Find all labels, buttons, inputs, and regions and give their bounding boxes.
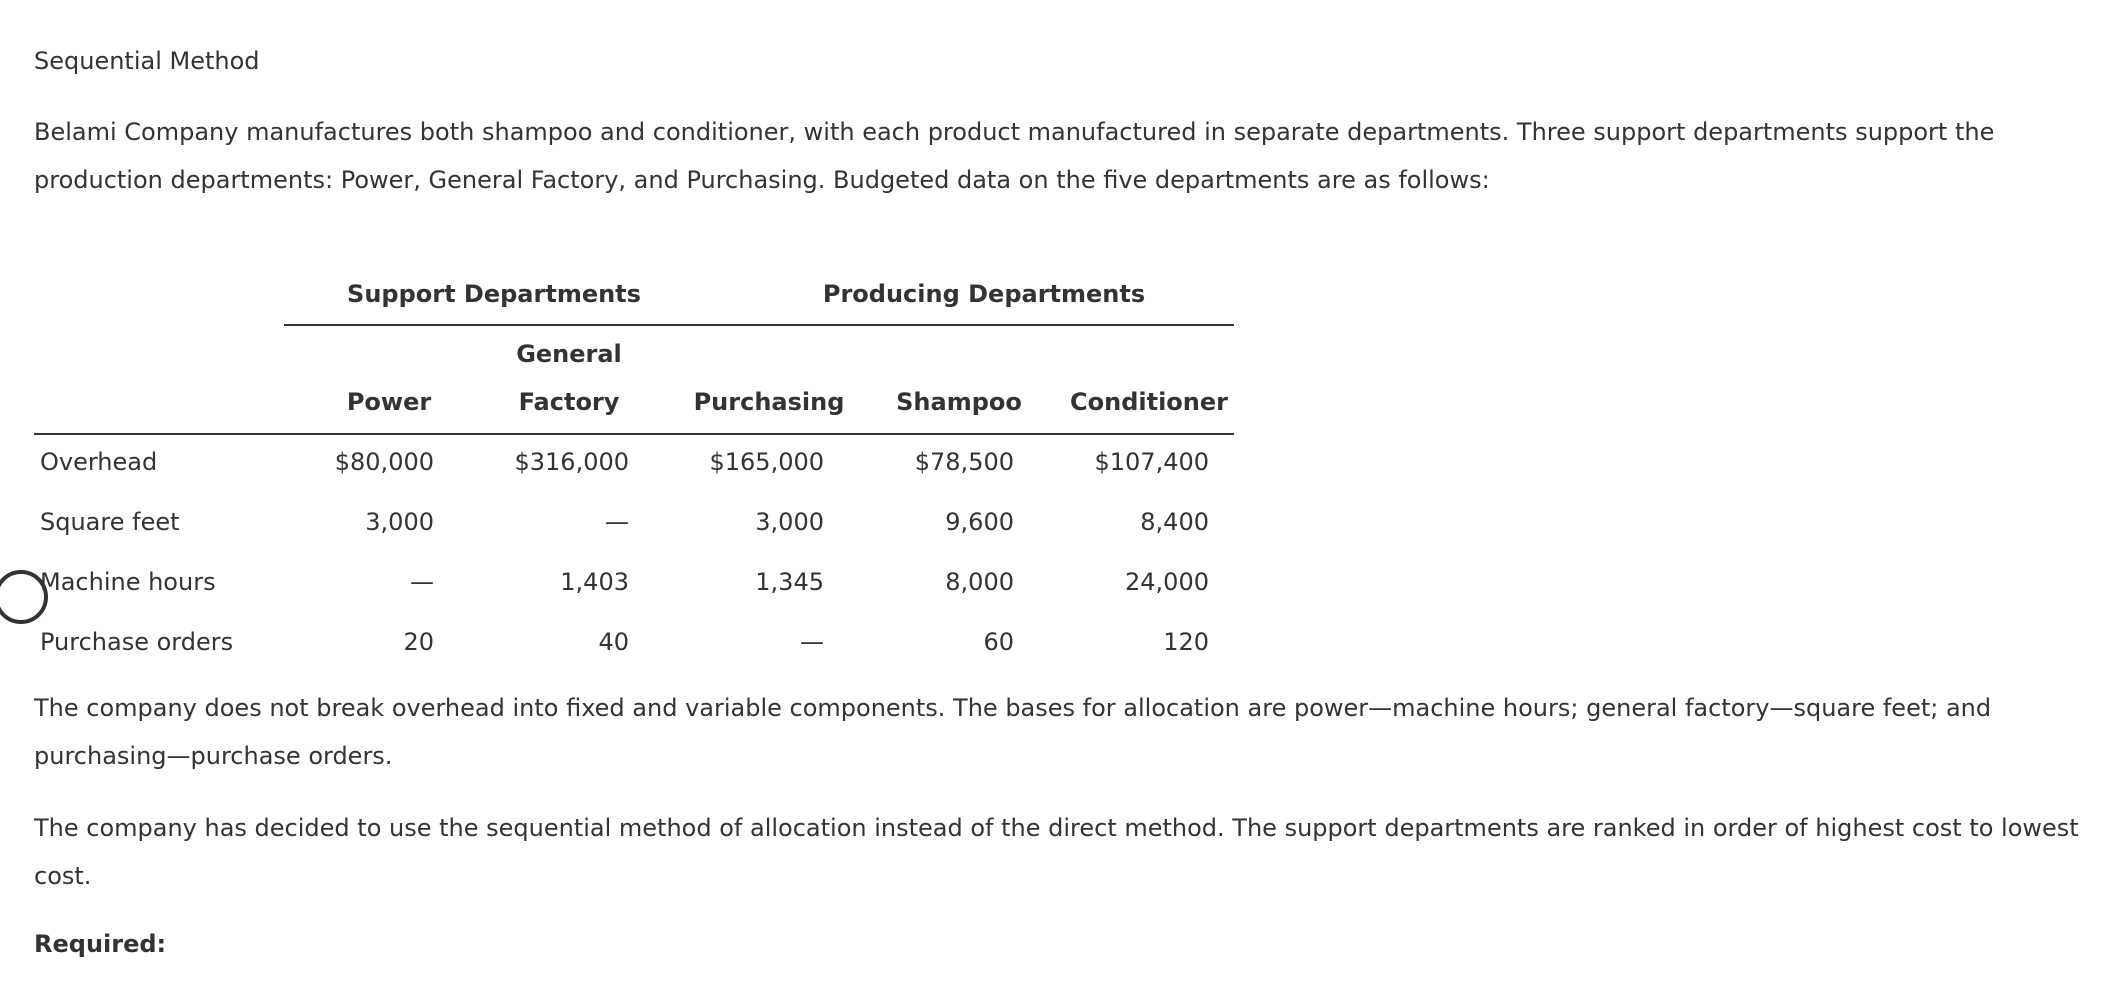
column-header-divider: [34, 433, 1234, 435]
row-label-overhead: Overhead: [40, 448, 158, 476]
group-header-producing: Producing Departments: [822, 280, 1146, 308]
cell-po-general: 40: [598, 628, 629, 656]
cell-sqft-power: 3,000: [365, 508, 434, 536]
col-header-shampoo: Shampoo: [896, 388, 1022, 416]
col-header-purchasing: Purchasing: [693, 388, 845, 416]
header-divider: [284, 324, 1234, 326]
sequential-method-paragraph: The company has decided to use the sequential method of allocation instead of the direct method. The support departments are ranked in order of highest cost to lowest cost.: [34, 814, 2079, 890]
cell-overhead-purchasing: $165,000: [709, 448, 824, 476]
cell-mh-power: —: [410, 568, 434, 596]
cell-overhead-power: $80,000: [334, 448, 434, 476]
cell-overhead-general: $316,000: [514, 448, 629, 476]
cell-sqft-general: —: [605, 508, 629, 536]
cell-mh-shampoo: 8,000: [945, 568, 1014, 596]
cell-po-power: 20: [403, 628, 434, 656]
cell-overhead-conditioner: $107,400: [1094, 448, 1209, 476]
cell-sqft-shampoo: 9,600: [945, 508, 1014, 536]
cell-sqft-conditioner: 8,400: [1140, 508, 1209, 536]
col-header-general-line2: Factory: [518, 388, 620, 416]
cell-mh-conditioner: 24,000: [1125, 568, 1209, 596]
cell-po-shampoo: 60: [983, 628, 1014, 656]
budget-table: [34, 268, 1234, 668]
required-heading: Required:: [34, 930, 167, 958]
row-label-purchase-orders: Purchase orders: [40, 628, 234, 656]
allocation-bases-paragraph: The company does not break overhead into fixed and variable components. The bases for allocation are power—machine hours; general factory—square feet; and purchasing—purchase orders.: [34, 694, 1992, 770]
col-header-power: Power: [346, 388, 432, 416]
page-title: Sequential Method: [34, 47, 260, 75]
cell-overhead-shampoo: $78,500: [914, 448, 1014, 476]
cell-po-purchasing: —: [800, 628, 824, 656]
cell-mh-general: 1,403: [560, 568, 629, 596]
col-header-conditioner: Conditioner: [1070, 388, 1228, 416]
group-header-support: Support Departments: [347, 280, 641, 308]
cell-sqft-purchasing: 3,000: [755, 508, 824, 536]
cell-po-conditioner: 120: [1163, 628, 1209, 656]
intro-paragraph: Belami Company manufactures both shampoo and conditioner, with each product manufactured in separate departments. Three support departments support the production departments: Power, General Factory, and Purchasing. Budgeted data on the five departments are as follows:: [34, 118, 1995, 194]
row-label-square-feet: Square feet: [40, 508, 180, 536]
cell-mh-purchasing: 1,345: [755, 568, 824, 596]
col-header-general-line1: General: [516, 340, 622, 368]
row-label-machine-hours: Machine hours: [40, 568, 216, 596]
